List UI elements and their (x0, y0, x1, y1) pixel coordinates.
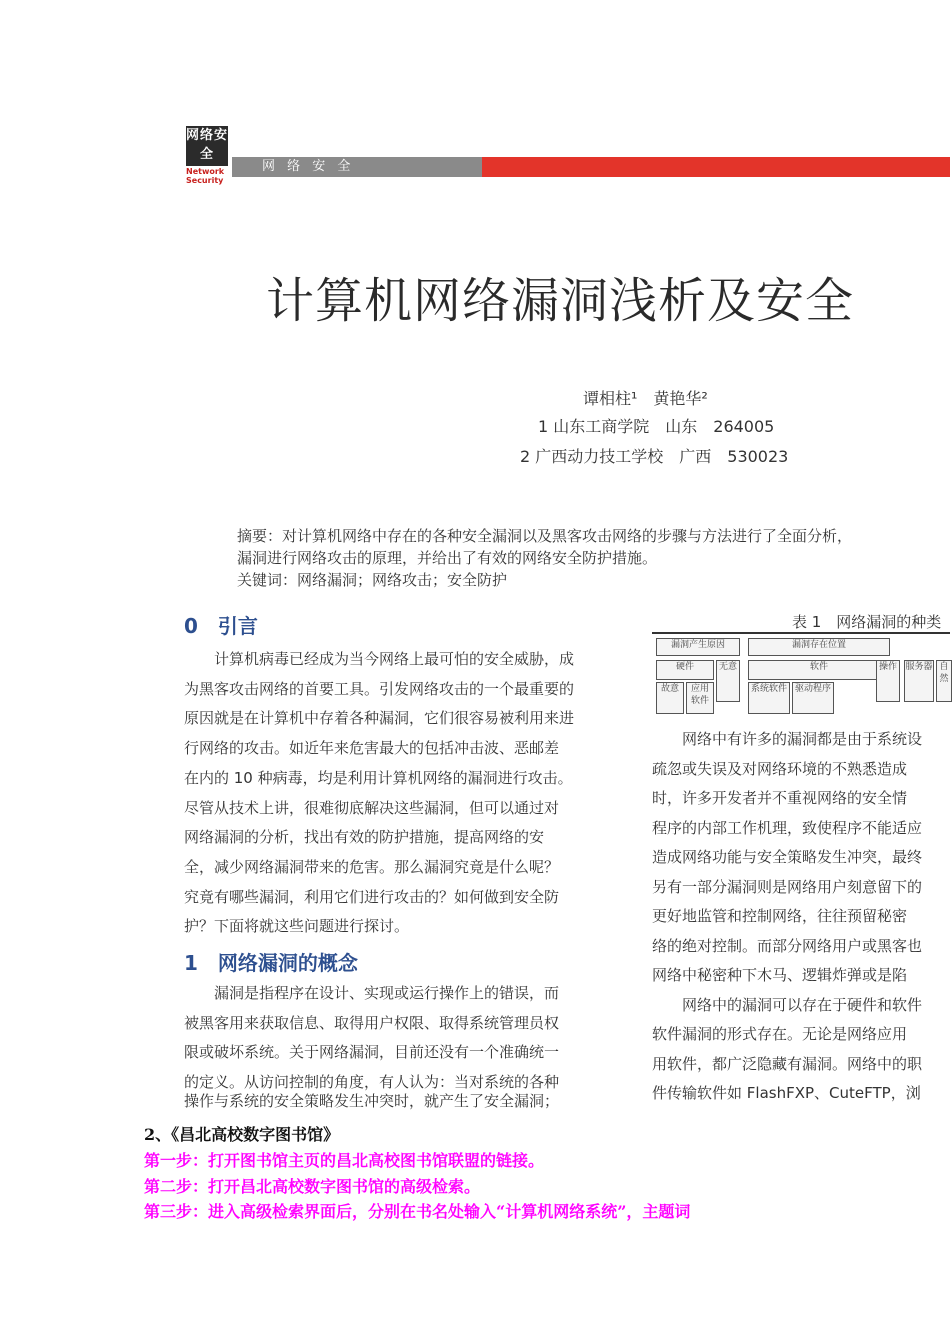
body-text-line: 程序的内部工作机理，致使程序不能适应 (652, 818, 923, 837)
body-text-line: 护？下面将就这些问题进行探讨。 (184, 917, 410, 936)
cut-off-text: 操作与系统的安全策略发生冲突时，就产生了安全漏洞； (184, 1092, 560, 1110)
section-heading-concept: 1 网络漏洞的概念 (184, 951, 358, 975)
table-cell: 硬件 (656, 660, 714, 680)
body-text-line: 时，许多开发者并不重视网络的安全情 (652, 789, 908, 807)
body-text-line: 尽管从技术上讲，很难彻底解决这些漏洞，但可以通过对 (184, 798, 560, 817)
body-text-line: 网络中有许多的漏洞都是由于系统设 (652, 730, 923, 748)
table-cell: 驱动程序 (792, 682, 834, 714)
table-cell: 无意 (716, 660, 740, 702)
body-text-line: 软件漏洞的形式存在。无论是网络应用 (652, 1025, 908, 1043)
body-text-line: 用软件，都广泛隐藏有漏洞。网络中的职 (652, 1054, 923, 1073)
step-2: 第二步：打开昌北高校数字图书馆的高级检索。 (144, 1177, 481, 1196)
body-text-line: 究竟有哪些漏洞，利用它们进行攻击的？如何做到安全防 (184, 887, 560, 906)
body-text-line: 网络中的漏洞可以存在于硬件和软件 (652, 995, 923, 1014)
body-text-line: 原因就是在计算机中存着各种漏洞，它们很容易被利用来进 (184, 709, 575, 728)
table-cell: 故意 (656, 682, 684, 714)
table-cell: 软件 (748, 660, 890, 680)
body-text-line: 的定义。从访问控制的角度，有人认为：当对系统的各种 (184, 1073, 560, 1092)
affiliation-1: 1 山东工商学院 山东 264005 (538, 417, 775, 436)
affiliation-2: 2 广西动力技工学校 广西 530023 (520, 447, 789, 466)
body-text-line: 疏忽或失误及对网络环境的不熟悉造成 (652, 759, 908, 778)
body-text-line: 在内的 10 种病毒，均是利用计算机网络的漏洞进行攻击。 (184, 768, 573, 787)
journal-logo (186, 126, 228, 186)
table-cell: 自然 (936, 660, 952, 702)
body-text-line: 全，减少网络漏洞带来的危害。那么漏洞究竟是什么呢？ (184, 857, 560, 876)
header-band-red (482, 157, 950, 177)
article-title: 计算机网络漏洞浅析及安全 (266, 273, 855, 329)
body-text-line: 络的绝对控制。而部分网络用户或黑客也 (652, 936, 923, 955)
body-text-line: 更好地监管和控制网络，往往预留秘密 (652, 907, 908, 925)
table-cell: 系统软件 (748, 682, 790, 714)
step-3: 第三步：进入高级检索界面后，分别在书名处输入“计算机网络系统”，主题词 (144, 1202, 691, 1221)
logo-mark: 网络安全 (186, 126, 228, 166)
body-text-line: 造成网络功能与安全策略发生冲突，最终 (652, 848, 923, 866)
note-title: 2、《昌北高校数字图书馆》 (144, 1125, 340, 1144)
vulnerability-table (652, 632, 950, 716)
body-text-line: 限或破坏系统。关于网络漏洞，目前还没有一个准确统一 (184, 1043, 560, 1062)
table-cell: 漏洞产生原因 (656, 638, 740, 656)
body-text-line: 为黑客攻击网络的首要工具。引发网络攻击的一个最重要的 (184, 679, 575, 698)
step-1: 第一步：打开图书馆主页的昌北高校图书馆联盟的链接。 (144, 1151, 545, 1170)
cut-off-text-line (176, 1092, 636, 1112)
article-authors: 谭相柱¹ 黄艳华² (583, 389, 708, 408)
body-text-line: 另有一部分漏洞则是网络用户刻意留下的 (652, 877, 923, 896)
body-text-line: 被黑客用来获取信息、取得用户权限、取得系统管理员权 (184, 1013, 560, 1032)
table-cell: 应用软件 (686, 682, 714, 714)
logo-english-text: Network Security (186, 167, 225, 185)
table-title: 表 1 网络漏洞的种类 (792, 613, 942, 631)
section-label: 网 络 安 全 (262, 159, 355, 174)
body-text-line: 行网络的攻击。如近年来危害最大的包括冲击波、恶邮差 (184, 739, 560, 758)
table-cell: 服务器 (904, 660, 934, 702)
body-text-line: 件传输软件如 FlashFXP、CuteFTP，浏 (652, 1084, 921, 1102)
abstract-line: 摘要：对计算机网络中存在的各种安全漏洞以及黑客攻击网络的步骤与方法进行了全面分析， (237, 527, 853, 545)
abstract-line: 漏洞进行网络攻击的原理，并给出了有效的网络安全防护措施。 (237, 549, 658, 567)
body-text-line: 漏洞是指程序在设计、实现或运行操作上的错误，而 (184, 984, 560, 1002)
body-text-line: 网络漏洞的分析，找出有效的防护措施，提高网络的安 (184, 828, 545, 847)
keywords: 关键词：网络漏洞；网络攻击；安全防护 (237, 571, 508, 589)
body-text-line: 网络中秘密种下木马、逻辑炸弹或是陷 (652, 966, 908, 984)
body-text-line: 计算机病毒已经成为当今网络上最可怕的安全威胁，成 (184, 650, 575, 668)
table-cell: 操作 (876, 660, 900, 702)
section-heading-introduction: 0 引言 (184, 614, 258, 638)
table-cell: 漏洞存在位置 (748, 638, 890, 656)
